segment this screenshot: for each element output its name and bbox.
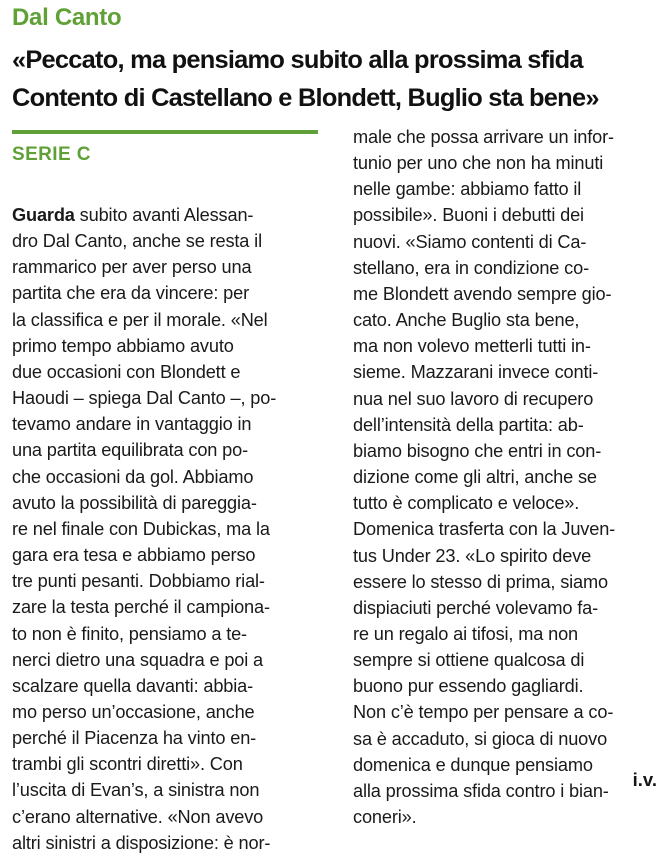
body-line: sa è accaduto, si gioca di nuovo xyxy=(353,728,608,749)
body-line: Non c’è tempo per pensare a co- xyxy=(353,702,614,723)
body-line: sempre si ottiene qualcosa di xyxy=(353,650,585,671)
body-line: dro Dal Canto, anche se resta il xyxy=(12,231,262,252)
body-line: avuto la possibilità di pareggia- xyxy=(12,492,257,513)
article-kicker: Dal Canto xyxy=(12,4,122,31)
body-line: gara era tesa e abbiamo perso xyxy=(12,545,256,566)
body-line: coneri». xyxy=(353,807,417,828)
body-line: buono pur essendo gagliardi. xyxy=(353,676,584,697)
body-line: mo perso un’occasione, anche xyxy=(12,701,255,722)
body-line: scalzare quella davanti: abbia- xyxy=(12,675,254,696)
body-line: rammarico per aver perso una xyxy=(12,257,252,278)
body-line: una partita equilibrata con po- xyxy=(12,440,248,461)
body-line: ma non volevo metterli tutti in- xyxy=(353,336,591,357)
body-column-right xyxy=(353,124,657,830)
body-line: trambi gli scontri diretti». Con xyxy=(12,754,243,775)
body-line: tre punti pesanti. Dobbiamo rial- xyxy=(12,571,265,592)
body-line: nelle gambe: abbiamo fatto il xyxy=(353,179,582,200)
body-line: tutto è complicato e veloce». xyxy=(353,493,580,514)
body-line: alla prossima sfida contro i bian- xyxy=(353,780,609,801)
body-line: Haoudi – spiega Dal Canto –, po- xyxy=(12,388,277,409)
body-line: la classifica e per il morale. «Nel xyxy=(12,309,268,330)
body-line: stellano, era in condizione co- xyxy=(353,257,589,278)
section-rule xyxy=(12,130,318,134)
body-line-text: subito avanti Alessan- xyxy=(74,205,254,225)
lead-word: Guarda xyxy=(12,205,75,225)
body-column-left xyxy=(12,202,318,856)
body-line: to non è finito, pensiamo a te- xyxy=(12,623,247,644)
body-line: l’uscita di Evan’s, a sinistra non xyxy=(12,780,260,801)
body-line: c’erano alternative. «Non avevo xyxy=(12,806,264,827)
body-line: tus Under 23. «Lo spirito deve xyxy=(353,545,592,566)
body-line: dell’intensità della partita: ab- xyxy=(353,414,584,435)
body-line: cato. Anche Buglio sta bene, xyxy=(353,310,580,331)
body-line: domenica e dunque pensiamo xyxy=(353,754,593,775)
body-line: re nel finale con Dubickas, ma la xyxy=(12,518,270,539)
headline-line: «Peccato, ma pensiamo subito alla prossima sfida xyxy=(12,46,583,74)
body-line: re un regalo ai tifosi, ma non xyxy=(353,623,578,644)
body-line: zare la testa perché il campiona- xyxy=(12,597,270,618)
body-line: essere lo stesso di prima, siamo xyxy=(353,571,608,592)
body-line: dispiaciuti perché volevamo fa- xyxy=(353,597,599,618)
headline-line: Contento di Castellano e Blondett, Buglio sta bene» xyxy=(12,84,599,112)
article-headline xyxy=(12,41,664,117)
body-line: nerci dietro una squadra e poi a xyxy=(12,649,264,670)
body-line: che occasioni da gol. Abbiamo xyxy=(12,466,254,487)
body-line: nuovi. «Siamo contenti di Ca- xyxy=(353,231,587,252)
body-line: primo tempo abbiamo avuto xyxy=(12,335,234,356)
body-line: Domenica trasferta con la Juven- xyxy=(353,519,616,540)
body-line xyxy=(12,202,318,228)
body-line: due occasioni con Blondett e xyxy=(12,361,241,382)
body-line: partita che era da vincere: per xyxy=(12,283,249,304)
body-line: perché il Piacenza ha vinto en- xyxy=(12,728,257,749)
body-line: tunio per uno che non ha minuti xyxy=(353,153,604,174)
body-line: biamo bisogno che entri in con- xyxy=(353,440,602,461)
author-byline: i.v. xyxy=(632,769,657,790)
body-line: me Blondett avendo sempre gio- xyxy=(353,283,612,304)
section-label: SERIE C xyxy=(12,144,91,165)
body-line: altri sinistri a disposizione: è nor- xyxy=(12,832,271,853)
body-line: possibile». Buoni i debutti dei xyxy=(353,205,584,226)
body-line: male che possa arrivare un infor- xyxy=(353,127,614,147)
body-line: tevamo andare in vantaggio in xyxy=(12,414,252,435)
body-line: sieme. Mazzarani invece conti- xyxy=(353,362,599,383)
body-line: dizione come gli altri, anche se xyxy=(353,467,597,488)
body-line: nua nel suo lavoro di recupero xyxy=(353,388,594,409)
